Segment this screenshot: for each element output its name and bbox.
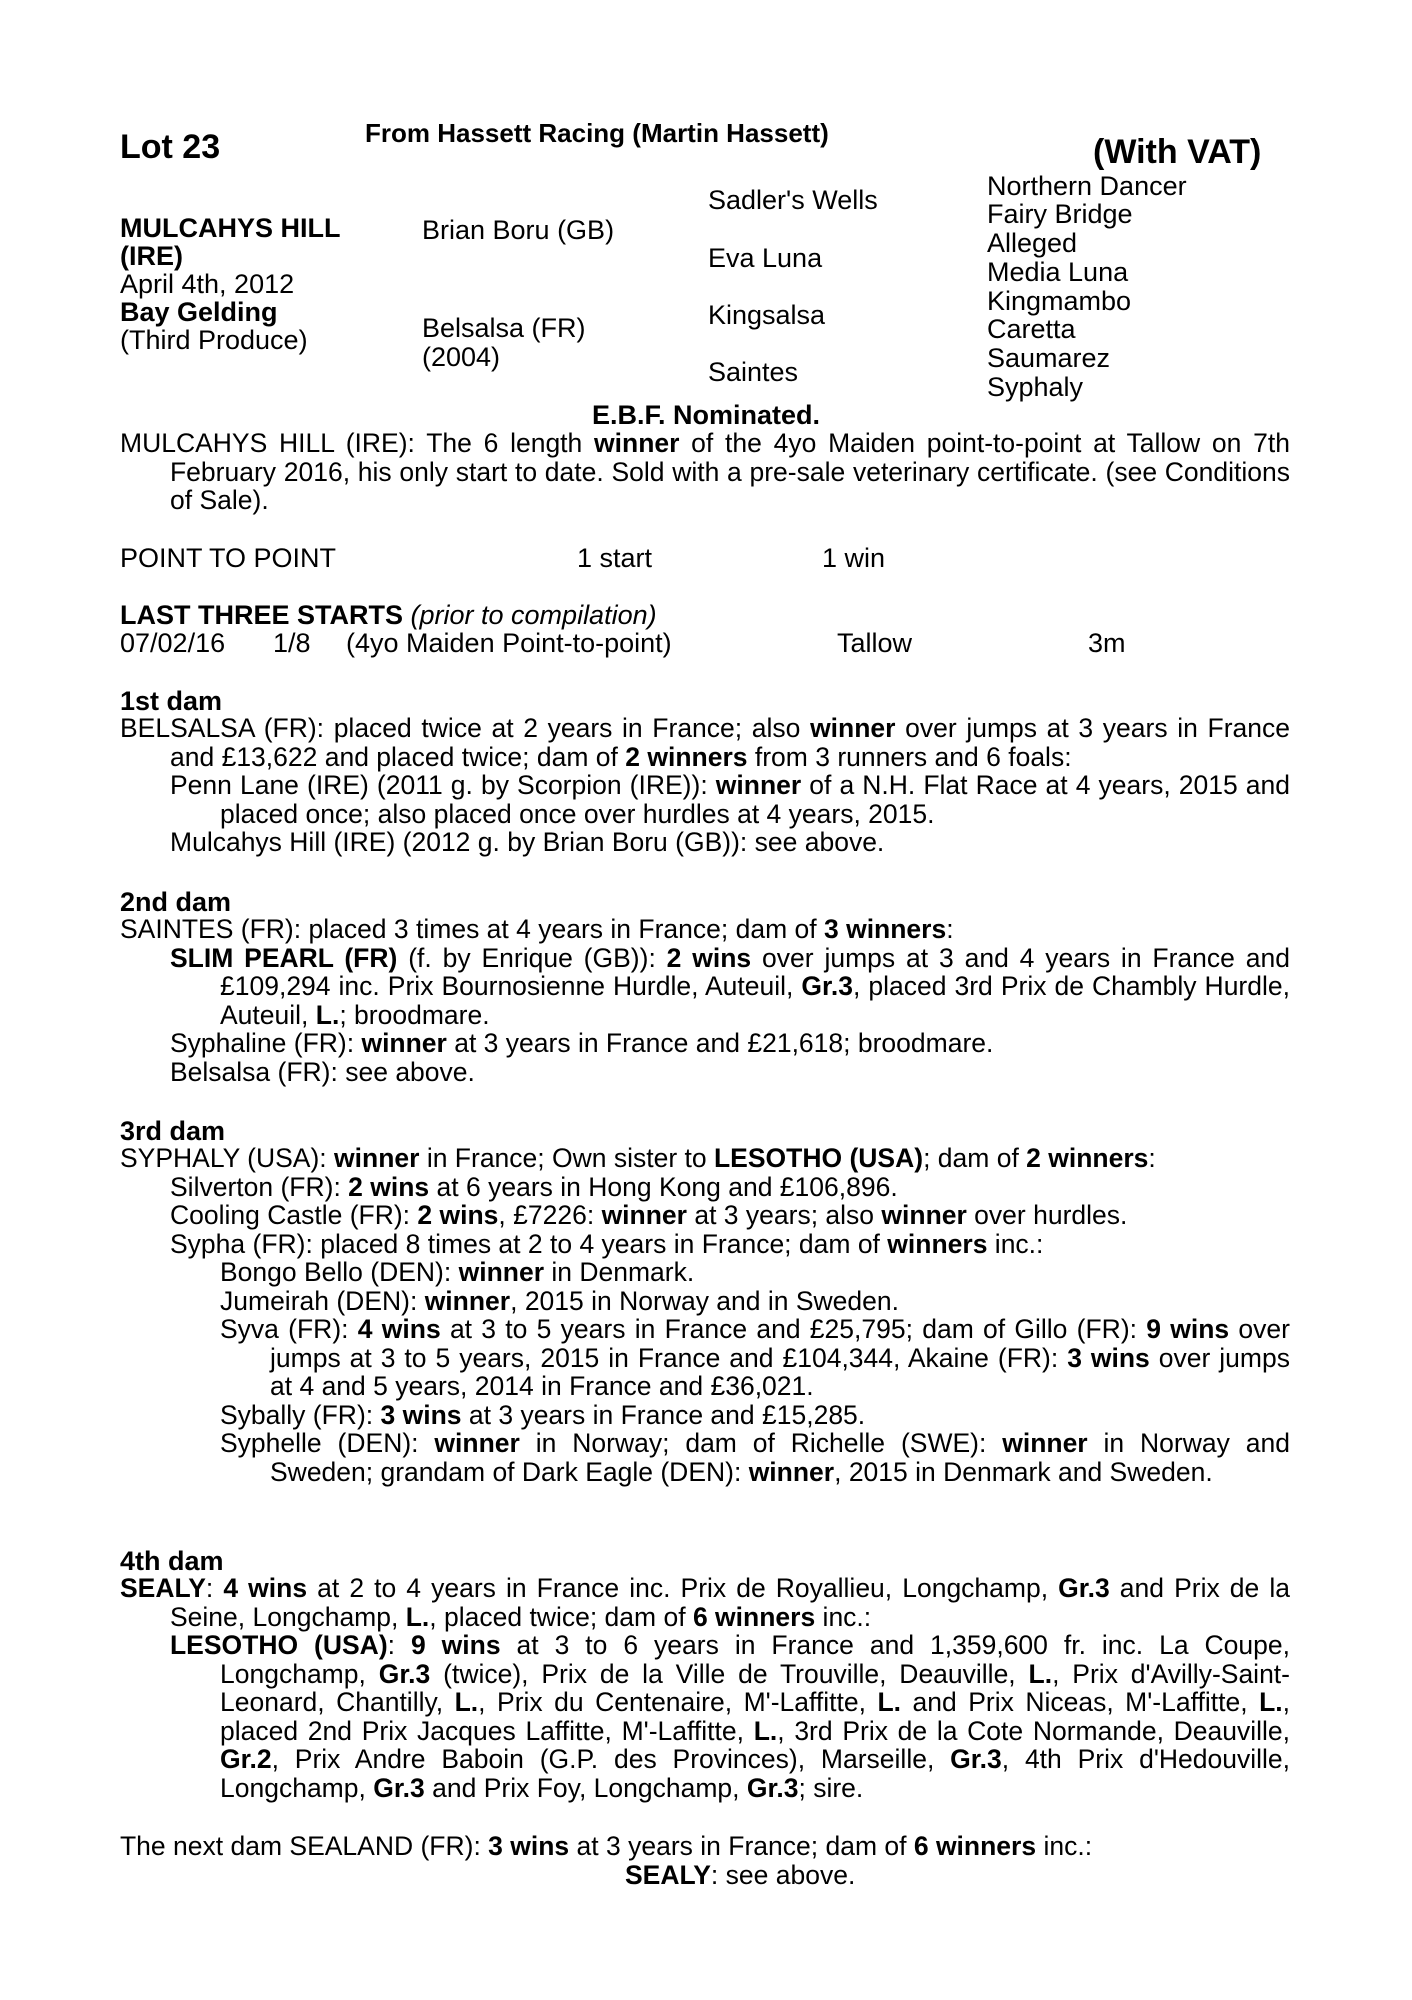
dam-dam: Saintes <box>708 357 799 387</box>
bold-text: winner <box>434 1428 520 1458</box>
dam: Belsalsa (FR) <box>422 313 586 343</box>
bold-text: SLIM PEARL (FR) <box>170 942 398 973</box>
text: Cooling Castle (FR): <box>170 1200 418 1230</box>
bold-text: Gr.3 <box>373 1772 425 1803</box>
bold-text: LESOTHO (USA) <box>170 1630 388 1660</box>
last-starts-note: (prior to compilation) <box>410 600 657 630</box>
text: (twice), Prix de la Ville de Trouville, Deauville, <box>430 1658 1029 1689</box>
third-dam-block <box>120 1144 1290 1486</box>
gen3-ancestor: Saumarez <box>987 343 1111 373</box>
bold-text: L. <box>454 1687 479 1717</box>
text: Syphelle (DEN): <box>220 1428 435 1458</box>
bold-text: winner <box>810 713 896 743</box>
text: at 3 years in France and £15,285. <box>461 1399 866 1430</box>
text: , placed 3rd Prix de Chambly Hurdle, Auteuil, <box>220 971 1290 1030</box>
bold-text: winner <box>361 1028 447 1058</box>
text: inc.: <box>1036 1831 1093 1861</box>
text: : <box>205 1573 224 1603</box>
bold-text: winner <box>424 1285 511 1316</box>
fourth-dam-heading: 4th dam <box>120 1546 224 1576</box>
bold-text: winners <box>887 1228 988 1259</box>
bold-text: 3 winners <box>823 914 947 944</box>
text: over jumps at 3 to 5 years, 2015 in France and £104,344, Akaine (FR): <box>270 1314 1290 1373</box>
text: Sypha (FR): placed 8 times at 2 to 4 years in France; dam of <box>170 1228 888 1259</box>
gen3-ancestor: Syphaly <box>987 372 1084 402</box>
vendor: From Hassett Racing (Martin Hassett) <box>365 118 829 148</box>
text: : see above. <box>710 1859 856 1890</box>
first-dam-heading: 1st dam <box>120 686 223 716</box>
text: , Prix d'Avilly-Saint-Leonard, Chantilly, <box>220 1658 1290 1717</box>
next-dam-block <box>120 1832 1290 1889</box>
third-dam-heading: 3rd dam <box>120 1116 226 1146</box>
bold-text: 2 winners <box>1026 1143 1149 1173</box>
text: in Norway; dam of Richelle (SWE): <box>519 1428 1003 1458</box>
produce-note: (Third Produce) <box>120 325 308 355</box>
text: of a N.H. Flat Race at 4 years, 2015 and placed once; also placed once over hurdles at 4 years, 2015. <box>220 770 1290 829</box>
last-start-position: 1/8 <box>273 628 311 658</box>
text: at 3 years; also <box>686 1200 882 1230</box>
horse-name: MULCAHYS HILL <box>120 213 341 243</box>
bold-text: winner <box>601 1200 687 1230</box>
text: , £7226: <box>498 1200 602 1230</box>
text: (f. by Enrique (GB)): <box>397 942 667 973</box>
bold-text: L. <box>1259 1687 1283 1717</box>
text: over jumps at 4 and 5 years, 2014 in France and £36,021. <box>270 1342 1290 1401</box>
text: at 3 years in France; dam of <box>569 1831 914 1861</box>
gen3-ancestor: Caretta <box>987 314 1076 344</box>
second-dam-heading: 2nd dam <box>120 887 232 917</box>
bold-text: Gr.3 <box>1058 1573 1110 1603</box>
text: ; broodmare. <box>339 999 490 1030</box>
text: inc.: <box>815 1601 872 1632</box>
text: at 2 to 4 years in France inc. Prix de Royallieu, Longchamp, <box>307 1573 1059 1603</box>
lot-number: Lot 23 <box>120 128 221 166</box>
bold-text: Gr.3 <box>950 1744 1002 1774</box>
text: Syphaline (FR): <box>170 1028 362 1058</box>
bold-text: L. <box>877 1687 902 1717</box>
pedigree-paragraph <box>120 1287 1290 1316</box>
dam-year: (2004) <box>422 342 501 372</box>
text: at 3 to 6 years in France and 1,359,600 fr. inc. La Coupe, Longchamp, <box>220 1630 1290 1689</box>
text: in Denmark. <box>544 1257 695 1287</box>
bold-text: 3 wins <box>380 1399 462 1430</box>
last-starts-heading <box>120 601 657 629</box>
text: and Prix Foy, Longchamp, <box>424 1772 747 1803</box>
text: SAINTES (FR): placed 3 times at 4 years in France; dam of <box>120 914 824 944</box>
text: Sybally (FR): <box>220 1399 381 1430</box>
pedigree-paragraph <box>120 1173 1290 1202</box>
bold-text: 3 wins <box>1067 1342 1150 1373</box>
text: , 3rd Prix de la Cote Normande, Deauville, <box>777 1715 1290 1746</box>
gen3-ancestor: Fairy Bridge <box>987 199 1133 229</box>
text: , 2015 in Norway and in Sweden. <box>510 1285 900 1316</box>
bold-text: Gr.3 <box>801 971 853 1001</box>
text: Bongo Bello (DEN): <box>220 1257 459 1287</box>
gen3-ancestor: Media Luna <box>987 257 1129 287</box>
pedigree-paragraph <box>120 1029 1290 1058</box>
text: in Norway and Sweden; grandam of Dark Eagle (DEN): <box>270 1428 1290 1487</box>
dam-sire: Kingsalsa <box>708 300 826 330</box>
bold-text: L. <box>753 1715 778 1746</box>
text: , 2015 in Denmark and Sweden. <box>834 1456 1213 1487</box>
bold-text: 4 wins <box>223 1573 308 1603</box>
bold-text: 2 wins <box>417 1200 499 1230</box>
second-dam-block <box>120 915 1290 1086</box>
last-start-race: (4yo Maiden Point-to-point) <box>346 628 672 658</box>
text: in France; Own sister to <box>419 1143 714 1173</box>
pedigree-paragraph <box>120 1258 1290 1287</box>
gen3-ancestor: Kingmambo <box>987 286 1132 316</box>
last-start-course: Tallow <box>837 628 913 658</box>
pedigree-paragraph <box>120 1401 1290 1430</box>
last-start-date: 07/02/16 <box>120 628 226 658</box>
summary-text: MULCAHYS HILL (IRE): The 6 length winner of the 4yo Maiden point-to-point at Tallow on 7th February 2016, his only start to date. Sold with a pre-sale veterinary certificate. (see Conditions of Sale). <box>120 428 1290 515</box>
pedigree-paragraph <box>120 915 1290 944</box>
horse-sex: Bay Gelding <box>120 297 278 327</box>
text: BELSALSA (FR): placed twice at 2 years in France; also <box>120 713 811 743</box>
bold-text: winner <box>748 1456 835 1487</box>
pedigree-paragraph <box>120 1832 1290 1861</box>
bold-text: winner <box>458 1257 545 1287</box>
bold-text: winner <box>715 770 802 800</box>
pedigree-paragraph <box>120 1315 1290 1401</box>
text: and Prix Niceas, M'-Laffitte, <box>901 1687 1260 1717</box>
bold-text: SEALY <box>120 1573 206 1603</box>
bold-text: 4 wins <box>357 1314 441 1344</box>
ebf-nominated: E.B.F. Nominated. <box>591 400 821 430</box>
bold-text: 3 wins <box>488 1831 570 1861</box>
text: from 3 runners and 6 foals: <box>747 741 1072 772</box>
text: The next dam SEALAND (FR): <box>120 1831 489 1861</box>
first-dam-block <box>120 714 1290 857</box>
pedigree-paragraph <box>120 1429 1290 1486</box>
pedigree-paragraph <box>120 1230 1290 1259</box>
bold-text: 2 winners <box>625 741 748 772</box>
text: : <box>387 1630 411 1660</box>
text: over jumps at 3 years in France and £13,622 and placed twice; dam of <box>170 713 1290 772</box>
bold-text: Gr.3 <box>746 1772 799 1803</box>
text: at 3 to 5 years in France and £25,795; dam of Gillo (FR): <box>440 1314 1147 1344</box>
pedigree-paragraph <box>120 1144 1290 1173</box>
pedigree-paragraph <box>120 1058 1290 1087</box>
bold-text: Gr.3 <box>378 1658 431 1689</box>
text: : <box>1148 1143 1156 1173</box>
text: : <box>946 914 954 944</box>
bold-text: 9 wins <box>1146 1314 1230 1344</box>
bold-text: L. <box>405 1601 430 1632</box>
bold-text: L. <box>315 999 340 1030</box>
text: , 4th Prix d'Hedouville, Longchamp, <box>220 1744 1290 1803</box>
text: , placed twice; dam of <box>429 1601 693 1632</box>
bold-text: 6 winners <box>913 1831 1037 1861</box>
pedigree-paragraph <box>120 771 1290 828</box>
record-wins: 1 win <box>822 543 886 573</box>
pedigree-paragraph <box>120 944 1290 1030</box>
pedigree-paragraph <box>120 1861 1290 1890</box>
vat-label: (With VAT) <box>1093 133 1262 171</box>
text: at 6 years in Hong Kong and £106,896. <box>429 1171 898 1202</box>
text: Penn Lane (IRE) (2011 g. by Scorpion (IRE)): <box>170 770 716 800</box>
text: ; sire. <box>798 1772 864 1803</box>
sire: Brian Boru (GB) <box>422 215 615 245</box>
pedigree-paragraph <box>120 1574 1290 1631</box>
text: ; dam of <box>923 1143 1027 1173</box>
sire-dam: Eva Luna <box>708 243 823 273</box>
pedigree-paragraph <box>120 1631 1290 1802</box>
text: Syva (FR): <box>220 1314 358 1344</box>
bold-text: 2 wins <box>348 1171 430 1202</box>
text: SYPHALY (USA): <box>120 1143 335 1173</box>
text: over hurdles. <box>966 1200 1128 1230</box>
horse-info <box>120 214 340 354</box>
summary-block <box>120 429 1290 515</box>
text: Belsalsa (FR): see above. <box>170 1056 475 1087</box>
bold-text: winner <box>881 1200 967 1230</box>
gen3-ancestor: Alleged <box>987 228 1078 258</box>
text: Silverton (FR): <box>170 1171 349 1202</box>
text: and Prix de la Seine, Longchamp, <box>170 1573 1290 1632</box>
bold-text: Gr.2 <box>220 1744 272 1774</box>
bold-text: SEALY <box>625 1859 711 1890</box>
bold-text: L. <box>1028 1658 1053 1689</box>
gen3-ancestor: Northern Dancer <box>987 171 1187 201</box>
text: Mulcahys Hill (IRE) (2012 g. by Brian Boru (GB)): see above. <box>170 827 885 857</box>
last-start-distance: 3m <box>1088 628 1126 658</box>
record-type: POINT TO POINT <box>120 543 337 573</box>
text: Jumeirah (DEN): <box>220 1285 425 1316</box>
text: , Prix du Centenaire, M'-Laffitte, <box>478 1687 878 1717</box>
text: inc.: <box>987 1228 1044 1259</box>
horse-country: (IRE) <box>120 241 183 271</box>
record-starts: 1 start <box>577 543 653 573</box>
fourth-dam-block <box>120 1574 1290 1802</box>
text: , Prix Andre Baboin (G.P. des Provinces), Marseille, <box>271 1744 951 1774</box>
pedigree-paragraph <box>120 714 1290 771</box>
pedigree-paragraph <box>120 1201 1290 1230</box>
bold-text: winner <box>1002 1428 1088 1458</box>
text: over jumps at 3 and 4 years in France and £109,294 inc. Prix Bournosienne Hurdle, Auteuil, <box>220 942 1290 1001</box>
sire-sire: Sadler's Wells <box>708 185 878 215</box>
foaled-date: April 4th, 2012 <box>120 269 295 299</box>
bold-text: LESOTHO (USA) <box>714 1143 924 1173</box>
bold-text: 2 wins <box>666 942 752 973</box>
text: at 3 years in France and £21,618; broodmare. <box>446 1028 994 1058</box>
bold-text: winner <box>334 1143 420 1173</box>
bold-text: 6 winners <box>692 1601 816 1632</box>
text: , placed 2nd Prix Jacques Laffitte, M'-Laffitte, <box>220 1687 1290 1746</box>
pedigree-paragraph <box>120 828 1290 857</box>
bold-text: 9 wins <box>410 1630 501 1660</box>
last-starts-title: LAST THREE STARTS <box>120 600 403 630</box>
